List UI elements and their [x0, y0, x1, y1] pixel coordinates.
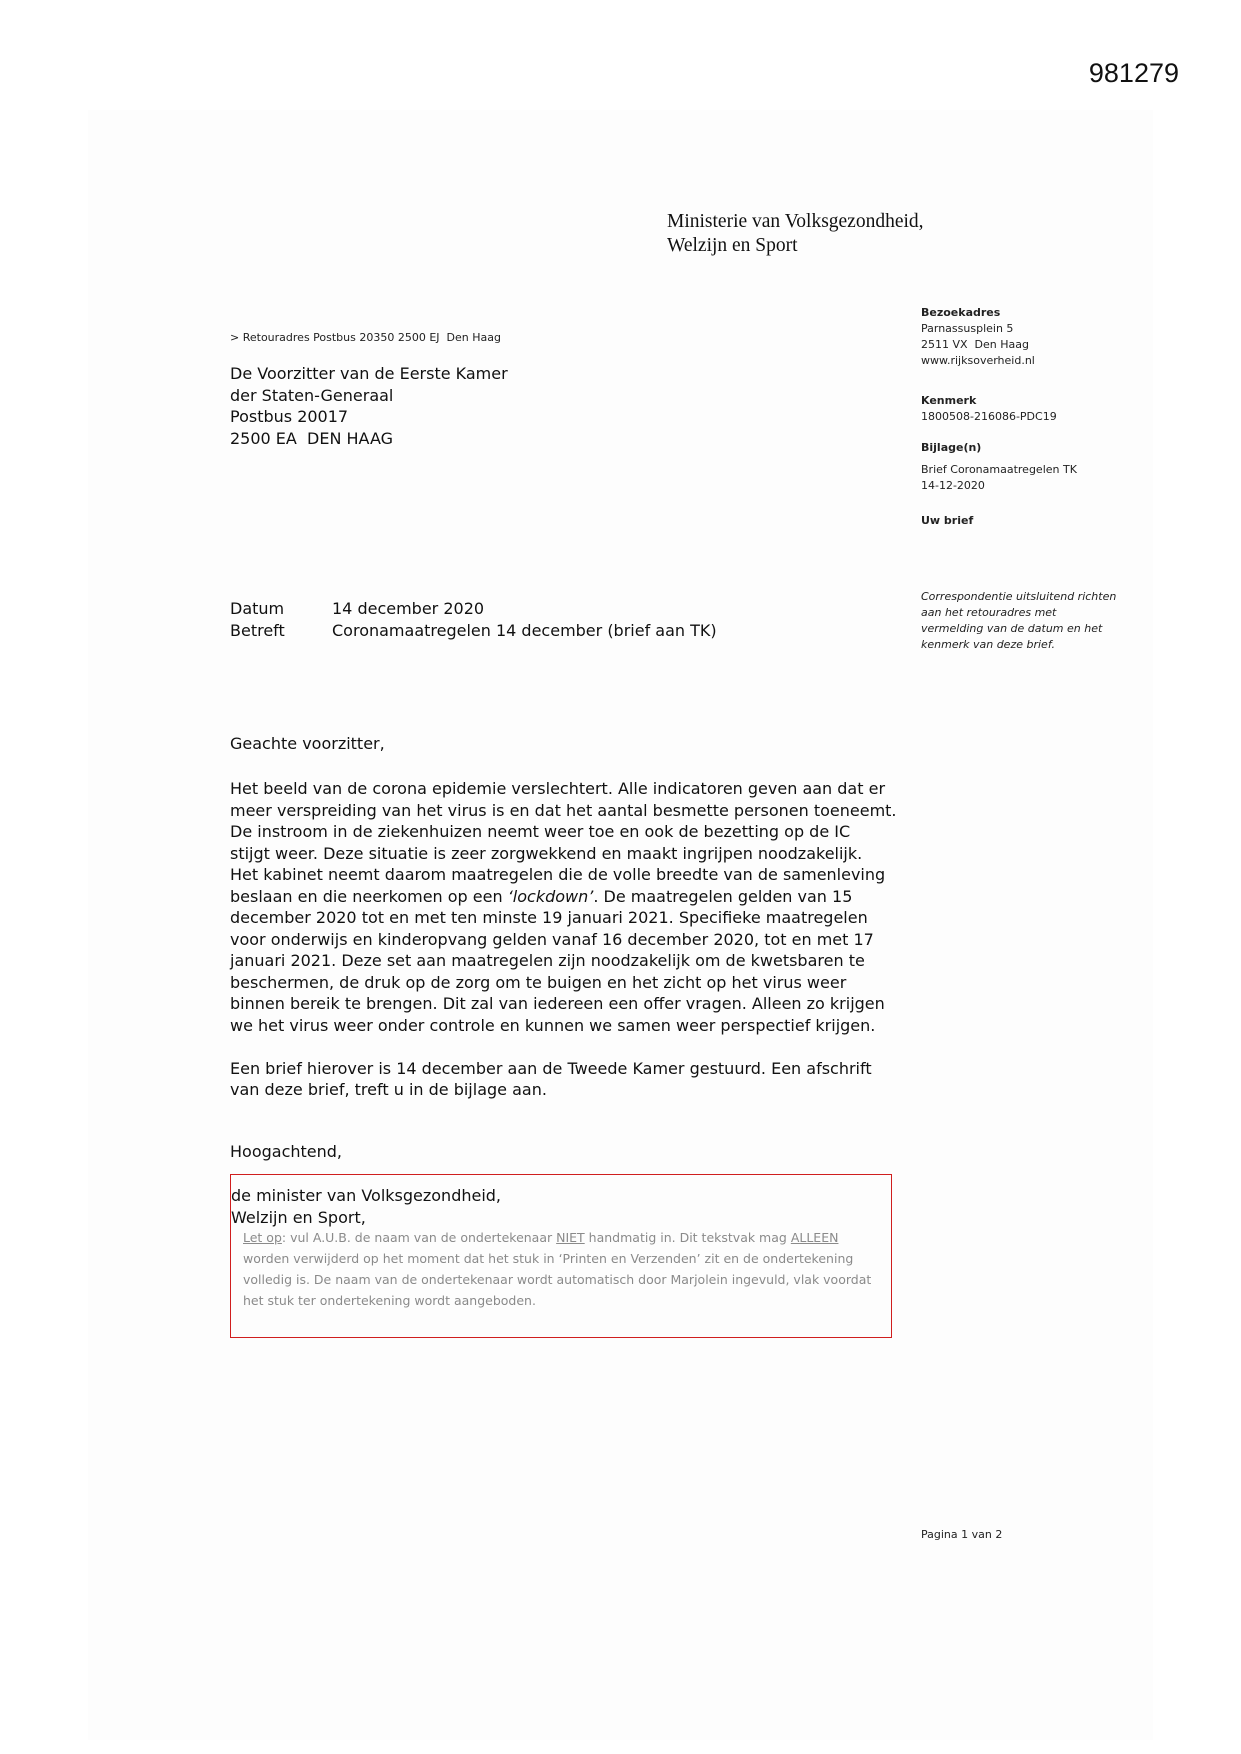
body-line: De instroom in de ziekenhuizen neemt weer toe en ook de bezetting op de IC: [230, 822, 851, 841]
note-part: : vul A.U.B. de naam van de ondertekenaar: [281, 1230, 557, 1245]
date-value: 14 december 2020: [332, 599, 485, 618]
ministry-line-2: Welzijn en Sport: [667, 235, 798, 256]
body-line: januari 2021. Deze set aan maatregelen zijn noodzakelijk om de kwetsbaren te: [230, 951, 865, 970]
attachment-line-2: 14-12-2020: [921, 479, 985, 492]
note-part: worden verwijderd op het moment dat het stuk in ‘Printen en Verzenden’ zit en de ondertekening volledig is. De naam van de ondertekenaar wordt automatisch door Marjolein ingevuld, vlak voordat het stuk ter ondertekening wordt aangeboden.: [243, 1251, 872, 1308]
let-op-label: Let op: [243, 1230, 282, 1245]
attachment-line-1: Brief Coronamaatregelen TK: [921, 463, 1077, 476]
letter-meta: [230, 598, 717, 641]
correspondence-note: Correspondentie uitsluitend richten aan het retouradres met vermelding van de datum en het kenmerk van deze brief.: [921, 590, 1117, 651]
body-line-part: . De maatregelen gelden van 15: [593, 886, 853, 906]
reference-value: 1800508-216086-PDC19: [921, 410, 1057, 423]
subject-label: Betreft: [230, 620, 285, 640]
attachments-label: Bijlage(n): [921, 441, 982, 454]
visit-address-label: Bezoekadres: [921, 306, 1001, 319]
body-line: binnen bereik te brengen. Dit zal van iedereen een offer vragen. Alleen zo krijgen: [230, 994, 885, 1013]
subject-value: Coronamaatregelen 14 december (brief aan TK): [332, 620, 717, 640]
body-line: voor onderwijs en kinderopvang gelden vanaf 16 december 2020, tot en met 17: [230, 929, 874, 949]
closing: Hoogachtend,: [230, 1142, 343, 1161]
ministry-line-1: Ministerie van Volksgezondheid,: [667, 211, 924, 232]
letter-body: [230, 778, 910, 1101]
lockdown-term: ‘lockdown’: [507, 886, 594, 906]
return-address: > Retouradres Postbus 20350 2500 EJ Den Haag: [230, 331, 501, 344]
document-number: 981279: [1088, 58, 1179, 88]
recipient-line-2: der Staten-Generaal: [230, 385, 394, 405]
body-line: Een brief hierover is 14 december aan de Tweede Kamer gestuurd. Een afschrift: [230, 1058, 872, 1078]
salutation: Geachte voorzitter,: [230, 734, 385, 753]
signature-line-2: Welzijn en Sport,: [231, 1207, 366, 1227]
body-line: we het virus weer onder controle en kunnen we samen weer perspectief krijgen.: [230, 1015, 876, 1035]
body-line: Het beeld van de corona epidemie verslechtert. Alle indicatoren geven aan dat er: [230, 779, 886, 798]
recipient-line-1: De Voorzitter van de Eerste Kamer: [230, 364, 508, 383]
recipient-line-3: Postbus 20017: [230, 407, 349, 426]
recipient-address: [230, 363, 508, 449]
recipient-line-4: 2500 EA DEN HAAG: [230, 428, 393, 448]
body-line: van deze brief, treft u in de bijlage aan.: [230, 1080, 547, 1099]
signature-line-1: de minister van Volksgezondheid,: [231, 1186, 502, 1205]
body-line-part: beslaan en die neerkomen op een: [230, 886, 508, 906]
visit-street: Parnassusplein 5: [921, 322, 1014, 335]
page-number: Pagina 1 van 2: [921, 1528, 1003, 1541]
body-line: december 2020 tot en met ten minste 19 januari 2021. Specifieke maatregelen: [230, 908, 868, 927]
date-label: Datum: [230, 599, 285, 618]
signature-block: [231, 1185, 501, 1228]
subject-row: [230, 620, 717, 642]
signature-textbox[interactable]: [230, 1174, 892, 1338]
date-row: [230, 598, 717, 620]
visit-city: 2511 VX Den Haag: [921, 338, 1029, 351]
body-line: Het kabinet neemt daarom maatregelen die de volle breedte van de samenleving: [230, 865, 886, 884]
signature-instruction: [243, 1227, 883, 1311]
body-line: meer verspreiding van het virus is en dat het aantal besmette personen toeneemt.: [230, 800, 897, 820]
visit-website: www.rijksoverheid.nl: [921, 354, 1035, 367]
sidebar-info: [921, 305, 1121, 529]
body-line-lockdown: [230, 886, 910, 908]
niet-emphasis: NIET: [556, 1230, 585, 1245]
body-line: stijgt weer. Deze situatie is zeer zorgwekkend en maakt ingrijpen noodzakelijk.: [230, 843, 863, 863]
note-part: handmatig in. Dit tekstvak mag: [584, 1230, 791, 1245]
alleen-emphasis: ALLEEN: [790, 1230, 839, 1245]
reference-label: Kenmerk: [921, 394, 977, 407]
paragraph-2: [230, 1058, 910, 1101]
ministry-name: [667, 210, 924, 258]
paragraph-1: [230, 778, 910, 1036]
body-line: beschermen, de druk op de zorg om te buigen en het zicht op het virus weer: [230, 972, 847, 992]
your-letter-label: Uw brief: [921, 514, 974, 527]
